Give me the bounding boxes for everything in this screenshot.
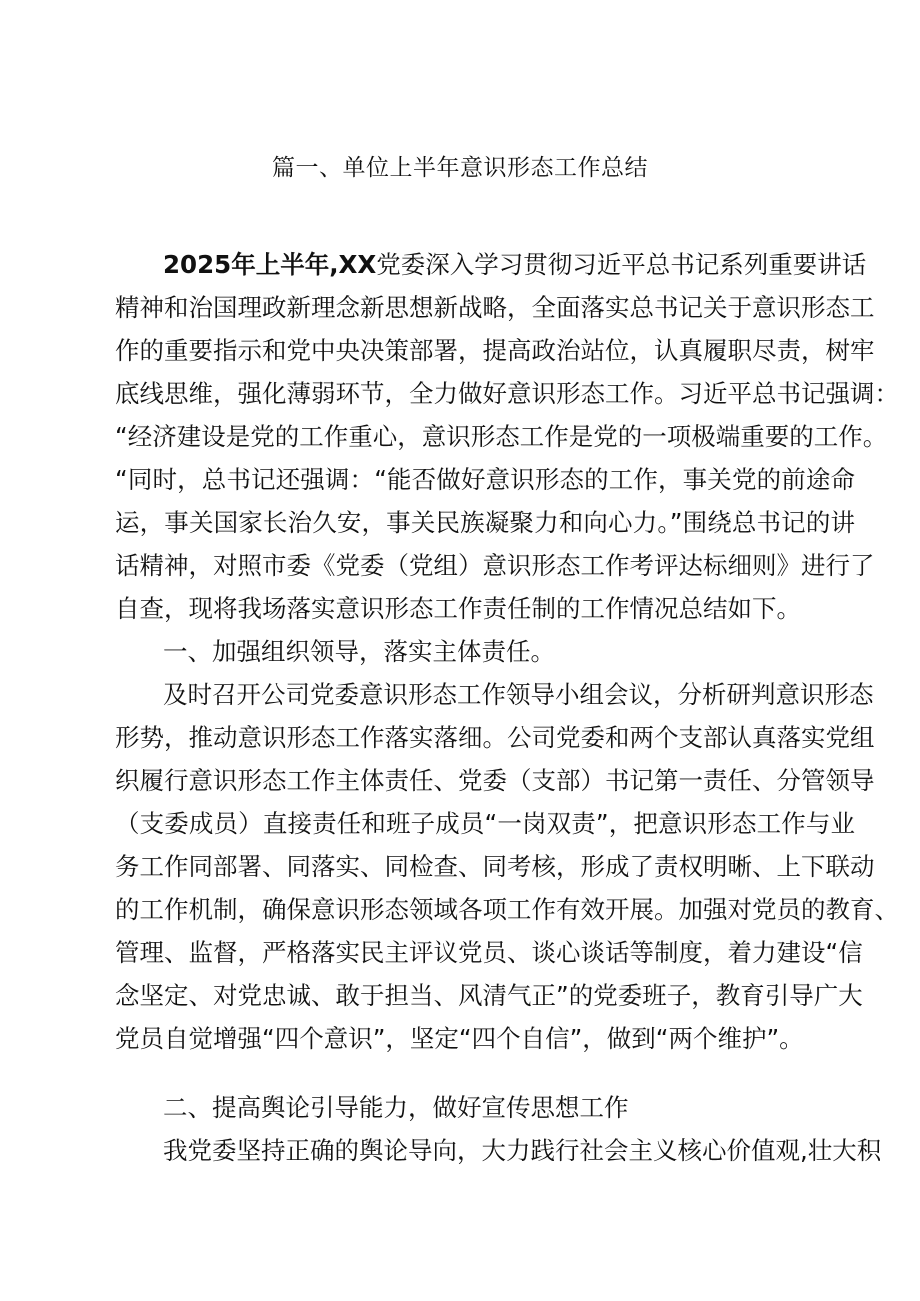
intro-year: 2025年上半年, <box>163 250 339 279</box>
paragraph-line: “同时，总书记还强调：“能否做好意识形态的工作，事关党的前途命 <box>115 465 855 494</box>
section2-heading: 二、提高舆论引导能力，做好宣传思想工作 <box>163 1093 629 1122</box>
paragraph-line: （支委成员）直接责任和班子成员“一岗双责”，把意识形态工作与业 <box>115 809 855 838</box>
document-title: 篇一、单位上半年意识形态工作总结 <box>272 155 648 181</box>
intro-org: XX <box>338 250 377 279</box>
paragraph-line: 话精神，对照市委《党委（党组）意识形态工作考评达标细则》进行了 <box>115 551 875 580</box>
section1-first-line: 及时召开公司党委意识形态工作领导小组会议，分析研判意识形态 <box>163 680 874 709</box>
paragraph-line: “经济建设是党的工作重心，意识形态工作是党的一项极端重要的工作。 <box>115 422 888 451</box>
section1-heading: 一、加强组织领导，落实主体责任。 <box>163 637 555 666</box>
paragraph-line: 精神和治国理政新理念新思想新战略，全面落实总书记关于意识形态工 <box>115 293 875 322</box>
paragraph-line: 管理、监督，严格落实民主评议党员、谈心谈话等制度，着力建设“信 <box>115 938 863 967</box>
paragraph-line: 党员自觉增强“四个意识”，坚定“四个自信”，做到“两个维护”。 <box>115 1024 804 1053</box>
paragraph-line: 形势，推动意识形态工作落实落细。公司党委和两个支部认真落实党组 <box>115 723 875 752</box>
paragraph-line: 运，事关国家长治久安，事关民族凝聚力和向心力。”围绕总书记的讲 <box>115 508 855 537</box>
intro-line-1-rest: 党委深入学习贯彻习近平总书记系列重要讲话 <box>376 250 867 279</box>
paragraph-line: 织履行意识形态工作主体责任、党委（支部）书记第一责任、分管领导 <box>115 766 875 795</box>
section2-first-line: 我党委坚持正确的舆论导向，大力践行社会主义核心价值观,壮大积 <box>163 1136 882 1165</box>
paragraph-line: 作的重要指示和党中央决策部署，提高政治站位，认真履职尽责，树牢 <box>115 336 875 365</box>
paragraph-line: 念坚定、对党忠诚、敢于担当、风清气正”的党委班子，教育引导广大 <box>115 981 863 1010</box>
intro-line-1 <box>163 248 867 282</box>
paragraph-line: 底线思维，强化薄弱环节，全力做好意识形态工作。习近平总书记强调： <box>115 379 899 408</box>
paragraph-line: 自查，现将我场落实意识形态工作责任制的工作情况总结如下。 <box>115 594 801 623</box>
paragraph-line: 的工作机制，确保意识形态领域各项工作有效开展。加强对党员的教育、 <box>115 895 899 924</box>
paragraph-line: 务工作同部署、同落实、同检查、同考核，形成了责权明晰、上下联动 <box>115 852 875 881</box>
